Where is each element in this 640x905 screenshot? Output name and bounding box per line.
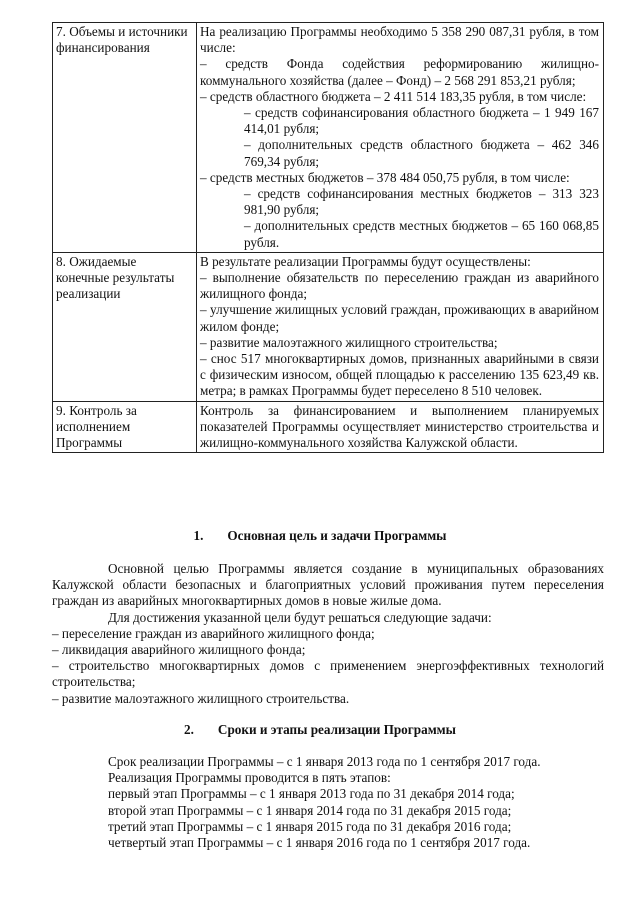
schedule-line: третий этап Программы – с 1 января 2015 года по 31 декабря 2016 года; bbox=[108, 818, 512, 834]
task-item: – развитие малоэтажного жилищного строительства. bbox=[52, 690, 350, 706]
table-row bbox=[53, 23, 604, 253]
content-line: Контроль за финансированием и выполнением планируемых показателей Программы осуществляет министерство строительства и жилищно-коммунального хозяйства Калужской области. bbox=[200, 402, 599, 451]
content-line: – средств софинансирования областного бюджета – 1 949 167 414,01 рубля; bbox=[244, 105, 599, 137]
content-line: – развитие малоэтажного жилищного строительства; bbox=[200, 334, 498, 350]
row-label-control: 9. Контроль за исполнением Программы bbox=[53, 401, 197, 453]
content-line: – средств Фонда содействия реформированию жилищно-коммунального хозяйства (далее – Фонд) – 2 568 291 853,21 рубля; bbox=[200, 56, 599, 88]
schedule-line: второй этап Программы – с 1 января 2014 года по 31 декабря 2015 года; bbox=[108, 802, 512, 818]
section-2-body bbox=[52, 754, 604, 851]
row-label-results: 8. Ожидаемые конечные результаты реализации bbox=[53, 252, 197, 401]
section-2-title: Сроки и этапы реализации Программы bbox=[217, 722, 456, 737]
section-1-number: 1. bbox=[193, 528, 204, 543]
task-item: – ликвидация аварийного жилищного фонда; bbox=[52, 642, 306, 658]
content-line: – выполнение обязательств по переселению граждан из аварийного жилищного фонда; bbox=[200, 270, 599, 302]
schedule-line: Реализация Программы проводится в пять этапов: bbox=[108, 770, 391, 786]
schedule-line: Срок реализации Программы – с 1 января 2013 года по 1 сентября 2017 года. bbox=[108, 754, 541, 769]
section-1-body bbox=[52, 561, 604, 707]
table-row bbox=[53, 401, 604, 453]
content-line: – средств областного бюджета – 2 411 514 183,35 рубля, в том числе: bbox=[200, 88, 587, 104]
section-2-heading bbox=[0, 722, 640, 738]
content-line: В результате реализации Программы будут осуществлены: bbox=[200, 253, 531, 269]
row-content-results bbox=[197, 252, 604, 401]
section-2-number: 2. bbox=[184, 722, 194, 737]
row-label-financing: 7. Объемы и источники финансирования bbox=[53, 23, 197, 253]
row-content-financing bbox=[197, 23, 604, 253]
content-line: – средств местных бюджетов – 378 484 050,75 рубля, в том числе: bbox=[200, 169, 570, 185]
content-line: – средств софинансирования местных бюджетов – 313 323 981,90 рубля; bbox=[244, 186, 599, 218]
program-passport-table bbox=[52, 22, 604, 453]
schedule-line: четвертый этап Программы – с 1 января 2016 года по 1 сентября 2017 года. bbox=[108, 835, 531, 851]
row-content-control bbox=[197, 401, 604, 453]
task-item: – строительство многоквартирных домов с применением энергоэффективных технологий строительства; bbox=[52, 658, 604, 690]
table-row bbox=[53, 252, 604, 401]
content-line: – улучшение жилищных условий граждан, проживающих в аварийном жилом фонде; bbox=[200, 302, 599, 334]
section-1-intro: Основной целью Программы является создание в муниципальных образованиях Калужской области безопасных и благоприятных условий проживания путем переселения граждан из аварийных многоквартирных домов в новые жилые дома. bbox=[52, 561, 604, 609]
content-line: – снос 517 многоквартирных домов, признанных аварийными в связи с физическим износом, общей площадью к расселению 135 623,49 кв. метра; в рамках Программы будет переселено 8 510 человек. bbox=[200, 351, 599, 399]
section-1-heading bbox=[0, 528, 640, 544]
section-1-tasks-lead: Для достижения указанной цели будут решаться следующие задачи: bbox=[108, 609, 492, 625]
content-line: На реализацию Программы необходимо 5 358 290 087,31 рубля, в том числе: bbox=[200, 24, 599, 56]
task-item: – переселение граждан из аварийного жилищного фонда; bbox=[52, 625, 375, 641]
content-line: – дополнительных средств местных бюджетов – 65 160 068,85 рубля. bbox=[244, 218, 599, 250]
content-line: – дополнительных средств областного бюджета – 462 346 769,34 рубля; bbox=[244, 137, 599, 169]
section-1-title: Основная цель и задачи Программы bbox=[227, 528, 447, 543]
schedule-line: первый этап Программы – с 1 января 2013 года по 31 декабря 2014 года; bbox=[108, 786, 515, 802]
